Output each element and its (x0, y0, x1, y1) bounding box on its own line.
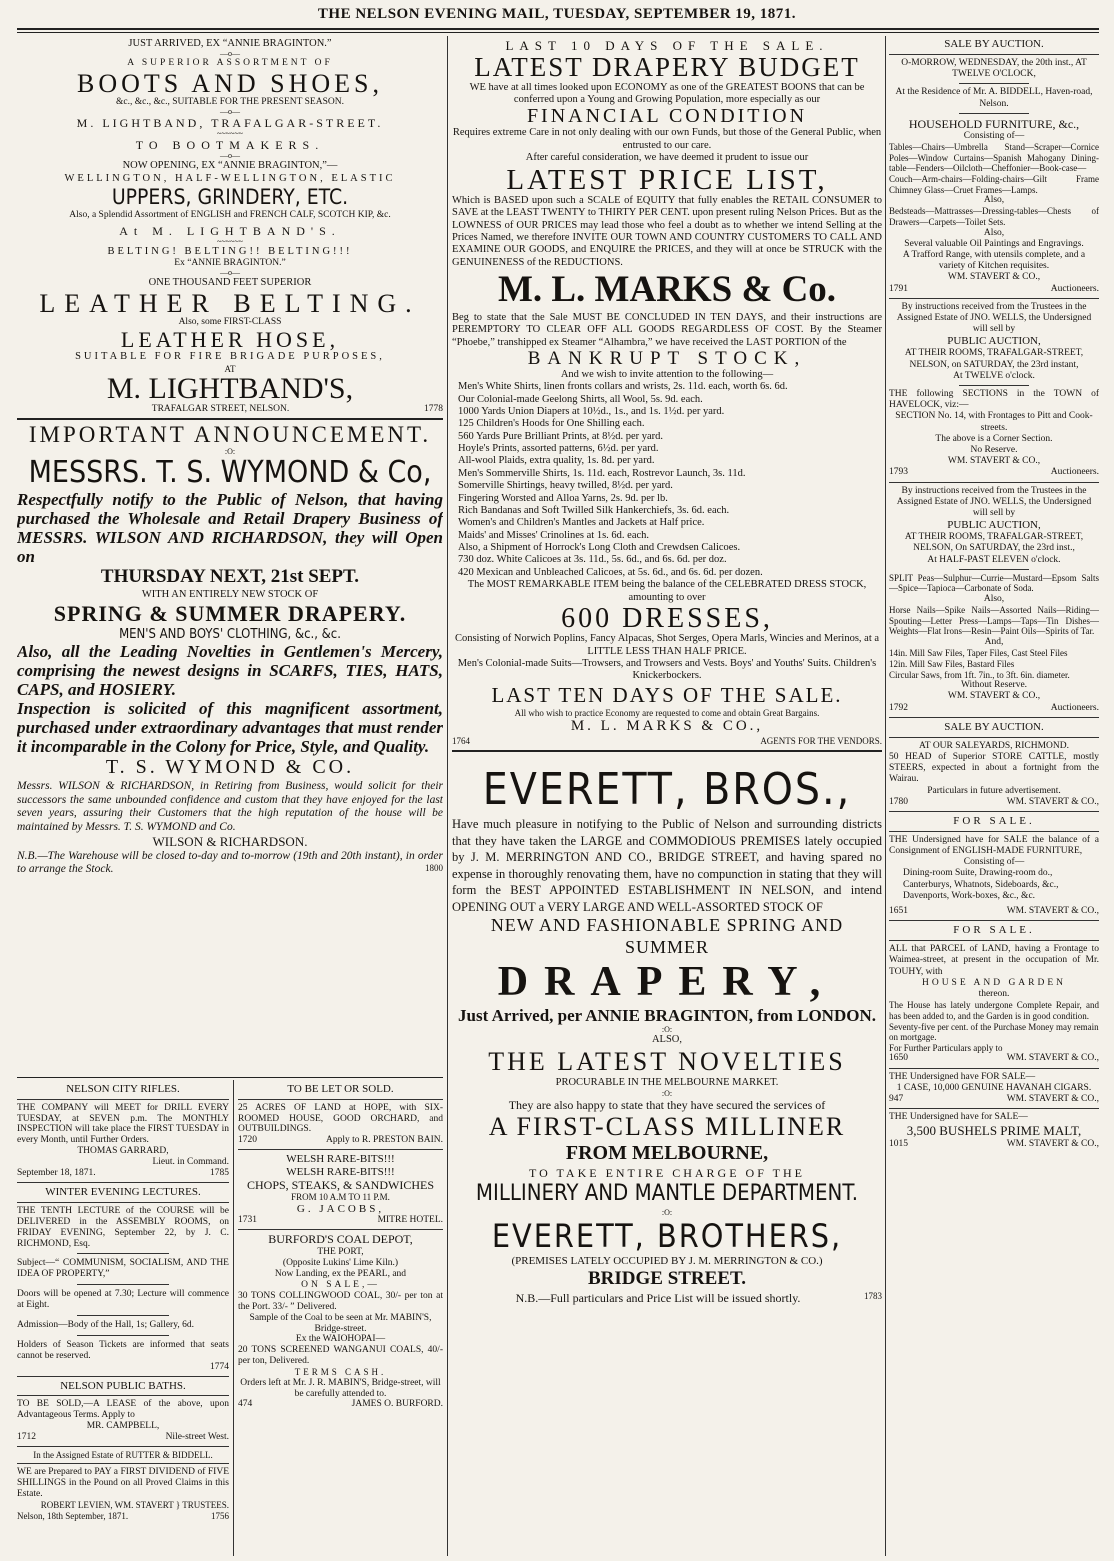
price-list-item: Rich Bandanas and Soft Twilled Silk Hankerchiefs, 3s. 6d. each. (458, 504, 730, 516)
marks-advert (452, 38, 882, 747)
separator: —o— (220, 49, 240, 59)
also: Also, (983, 195, 1005, 206)
after-text: After careful consideration, we have deemed it prudent to issue our (525, 152, 809, 164)
price-list-heading: LATEST PRICE LIST, (506, 163, 828, 196)
tons-30: 30 TONS COLLINGWOOD COAL, 30/- per ton at the Port. 33/- ” Delivered. (238, 1290, 443, 1312)
everett-text: Have much pleasure in notifying to the Public of Nelson and surrounding districts that they have taken the LARGE and COMMODIOUS PREMISES lately occupied by J. M. MERRINGTON AND CO., BRIDGE STREET, and having spared no expense in thoroughly renovating them, have no compunction in stating that they will form the BEST APPOINTED ESTABLISHMENT IN NELSON, and intend OPENING OUT a VERY LARGE AND WELL-ASSORTED STOCK OF (452, 817, 882, 914)
arrived-line: JUST ARRIVED, EX “ANNIE BRAGINTON.” (128, 38, 332, 49)
auction-time: At HALF-PAST ELEVEN o'clock. (927, 554, 1061, 565)
baths-address: Nile-street West. (165, 1432, 229, 1443)
horse-nails: Horse Nails—Spike Nails—Assorted Nails—Riding—Spouting—Letter Press—Lamps—Taps—Tin Dishes—Weights—Flat Irons—Resin—Paint Oils—Spirits of Tar. (889, 605, 1099, 637)
advert-number: 1712 (17, 1432, 36, 1443)
to-bootmakers: TO BOOTMAKERS. (135, 138, 325, 153)
sale-more: The House has lately undergone Complete Repair, and has been added to, and the Garden is in good condition. (889, 1000, 1099, 1021)
campbell: MR. CAMPBELL, (86, 1421, 160, 1432)
masthead-rule (17, 28, 1099, 30)
thereon: thereon. (978, 989, 1010, 1000)
instructions: By instructions received from the Trustees in the Assigned Estate of JNO. WELLS, the Undersigned will sell by (896, 301, 1092, 335)
for-sale-title: FOR SALE. (953, 814, 1035, 827)
section-14: SECTION No. 14, with Frontages to Pitt and Cook-streets. (895, 411, 1093, 433)
wilson-signature: WILSON & RICHARDSON. (152, 834, 308, 850)
drapery-heading: DRAPERY, (497, 958, 837, 1005)
saws: Circular Saws, from 1ft. 7in., to 3ft. 6in. diameter. (889, 669, 1070, 680)
on-sale: ON SALE,— (301, 1279, 380, 1290)
stavert-signature: WM. STAVERT & CO., (1006, 1093, 1099, 1104)
advert-number: 1785 (210, 1168, 229, 1179)
advert-number: 1778 (424, 404, 443, 415)
garrard: THOMAS GARRARD, (77, 1146, 169, 1157)
agents: AGENTS FOR THE VENDORS. (760, 735, 882, 746)
masthead: THE NELSON EVENING MAIL, TUESDAY, SEPTEMBER 19, 1871. (317, 6, 797, 22)
advert-number: 1731 (238, 1215, 257, 1226)
separator: —o— (220, 268, 240, 278)
secured-text: They are also happy to state that they have secured the services of (508, 1097, 826, 1112)
auction-rooms: AT THEIR ROOMS, TRAFALGAR-STREET, NELSON, on SATURDAY, the 23rd instant, (904, 348, 1084, 370)
from-melbourne: FROM MELBOURNE, (565, 1142, 769, 1165)
welsh-line-2: WELSH RARE-BITS!!! (286, 1165, 395, 1178)
winter-text: THE TENTH LECTURE of the COURSE will be DELIVERED in the ASSEMBLY ROOMS, on FRIDAY EVENING, September 22, by J. C. RICHMOND, Esq. (17, 1205, 229, 1249)
and: And, (984, 637, 1004, 648)
sale-items: Dining-room Suite, Drawing-room do., Canterburys, Whatnots, Sideboards, &c., Davenports, Work-boxes, &c., &c. (903, 868, 1059, 901)
advert-number: 1774 (210, 1361, 229, 1372)
advert-number: 1720 (238, 1135, 257, 1146)
tons-20: 20 TONS SCREENED WANGANUI COALS, 40/- per ton, Delivered. (238, 1345, 443, 1367)
stavert-signature: WM. STAVERT & CO., (947, 272, 1041, 283)
rifles-date: September 18, 1871. (17, 1168, 96, 1179)
separator: :O: (224, 446, 236, 456)
separator: :O: (661, 1088, 673, 1098)
separator: —o— (220, 107, 240, 117)
let-apply: Apply to R. PRESTON BAIN. (325, 1135, 443, 1146)
estate-title: In the Assigned Estate of RUTTER & BIDDELL. (33, 1450, 213, 1461)
lightbands-heading: M. LIGHTBAND'S, (106, 372, 354, 406)
furniture-list: Tables—Chairs—Umbrella Stand—Scraper—Cornice Poles—Window Curtains—Spanish Mahogany Dining-table—Fenders—Oilcloth—Cheffonier—Book-case—Couch—Arm-chairs—Folding-chairs—Gilt Frame Chimney Glass—Cruet Frames—Lamps. (889, 142, 1099, 195)
procurable: PROCURABLE IN THE MELBOURNE MARKET. (555, 1077, 779, 1089)
all-who-text: All who wish to practice Economy are requested to come and obtain Great Bargains. (514, 707, 820, 718)
burford-signature: JAMES O. BURFORD. (351, 1399, 443, 1410)
without-reserve: Without Reserve. (960, 680, 1028, 691)
inspection-text: Inspection is solicited of this magnificent assortment, purchased under extraordinary advantages that must render it incomparable in the Colony for Price, Style, and Quality. (17, 699, 443, 757)
landing: Now Landing, ex the PEARL, and (274, 1268, 407, 1279)
subject: Subject—“ COMMUNISM, SOCIALISM, AND THE IDEA OF PROPERTY,” (17, 1258, 229, 1280)
lightband-address: TRAFALGAR STREET, NELSON. (151, 404, 290, 415)
sample: Sample of the Coal to be seen at Mr. MABIN'S, Bridge-street. (249, 1312, 432, 1334)
further: For Further Particulars apply to (889, 1042, 1003, 1053)
bedsteads: Bedsteads—Mattrasses—Dressing-tables—Chests of Drawers—Carpets—Toilet Sets. (889, 206, 1099, 227)
nb-text: N.B.—The Warehouse will be closed to-day and to-morrow (19th and 20th instant), in order to arrange the Stock. (17, 849, 443, 876)
ex-annie: Ex “ANNIE BRAGINTON.” (174, 258, 286, 269)
marks-signature: M. L. MARKS & CO., (570, 718, 764, 735)
last-ten-heading: LAST TEN DAYS OF THE SALE. (491, 682, 843, 707)
remarkable-text: The MOST REMARKABLE ITEM being the balance of the CELEBRATED DRESS STOCK, amounting to over (467, 579, 867, 603)
burford-title: BURFORD'S COAL DEPOT, (268, 1232, 413, 1247)
advert-number: 1800 (425, 863, 443, 874)
last-10-days: LAST 10 DAYS OF THE SALE. (505, 38, 829, 53)
paintings: Several valuable Oil Paintings and Engravings. (904, 238, 1084, 249)
auction-title: SALE BY AUCTION. (944, 38, 1044, 50)
also: Also, (983, 227, 1005, 238)
estate-date: Nelson, 18th September, 1871. (17, 1510, 129, 1521)
wellington-line: WELLINGTON, HALF-WELLINGTON, ELASTIC (64, 172, 396, 184)
price-list-item: Also, a Shipment of Horrock's Long Cloth and Crewdsen Calicoes. (458, 542, 741, 554)
sale-text: ALL that PARCEL of LAND, having a Frontage to Waimea-street, at present in the occupation of Mr. TOUHY, with (889, 944, 1099, 977)
baths-title: NELSON PUBLIC BATHS. (60, 1379, 186, 1392)
lieut: Lieut. in Command. (152, 1157, 229, 1168)
advert-number: 1793 (889, 467, 908, 478)
auctioneers: Auctioneers. (1050, 467, 1099, 478)
price-list-item: 730 doz. White Calicoes at 3s. 11d., 5s. 6d., and 6s. 6d. per doz. (458, 554, 727, 566)
column-middle (452, 38, 882, 1305)
mens-clothing: MEN'S AND BOYS' CLOTHING, &c., &c. (119, 626, 341, 642)
household-heading: HOUSEHOLD FURNITURE, &c., (908, 116, 1080, 131)
separator: :O: (661, 1025, 673, 1035)
nb-line (17, 850, 443, 877)
beg-text: Beg to state that the Sale MUST BE CONCLUDED IN TEN DAYS, and their instructions are PEREMPTORY TO CLEAR OFF ALL GOODS REGARDLESS OF COST. By the Steamer “Phoebe,” transhipped ex Steamer “Alhambra,” we have received the LAST PORTION of the (452, 311, 882, 348)
price-list (452, 381, 882, 579)
charge-line: TO TAKE ENTIRE CHARGE OF THE (528, 1165, 806, 1180)
trustees: ROBERT LEVIEN, WM. STAVERT } TRUSTEES. (40, 1500, 229, 1511)
everett-advert (452, 764, 882, 1305)
announcement-heading: IMPORTANT ANNOUNCEMENT. (28, 422, 432, 448)
cattle: 50 HEAD of Superior STORE CATTLE, mostly STEERS, expected in about a fortnight from the Wairau. (889, 751, 1099, 785)
financial-heading: FINANCIAL CONDITION (526, 105, 808, 128)
advert-number: 947 (889, 1093, 904, 1104)
separator: :O: (661, 1207, 673, 1217)
cigars-title: THE Undersigned have FOR SALE— (889, 1071, 1036, 1082)
advert-number: 474 (238, 1399, 253, 1410)
stavert-signature: WM. STAVERT & CO., (1006, 1053, 1099, 1064)
rifles-text: THE COMPANY will MEET for DRILL EVERY TUESDAY, at SEVEN p.m. The MONTHLY INSPECTION will take place the FIRST TUESDAY in every Month, until Further Orders. (17, 1102, 229, 1146)
lightband-advert (17, 38, 443, 415)
also: Also, (983, 594, 1005, 605)
auction-title: SALE BY AUCTION. (944, 720, 1044, 733)
uppers-heading: UPPERS, GRINDERY, ETC. (111, 185, 349, 210)
auction-time: At TWELVE o'clock. (953, 370, 1035, 381)
doors: Doors will be opened at 7.30; Lecture will commence at Eight. (17, 1289, 229, 1311)
seventy: Seventy-five per cent. of the Purchase Money may remain on mortgage. (889, 1021, 1099, 1043)
advert-number: 1015 (889, 1138, 908, 1149)
hours: FROM 10 A.M TO 11 P.M. (291, 1192, 390, 1203)
separator: ~~~~~~ (217, 236, 243, 246)
instructions: By instructions received from the Trustees in the Assigned Estate of JNO. WELLS, the Undersigned will sell by (896, 485, 1092, 519)
public-auction: PUBLIC AUCTION, (947, 519, 1041, 532)
baths-text: TO BE SOLD,—A LEASE of the above, upon Advantageous Terms. Apply to (17, 1399, 229, 1421)
advert-number: 1783 (864, 1290, 882, 1301)
sub-column-left (17, 1083, 229, 1521)
price-list-item: Our Colonial-made Geelong Shirts, all Wool, 5s. 9d. each. (458, 393, 703, 405)
spring-drapery-heading: SPRING & SUMMER DRAPERY. (53, 600, 407, 626)
everett-heading: EVERETT, BROS., (482, 763, 852, 815)
jacobs: G. JACOBS, (296, 1202, 385, 1215)
now-opening: NOW OPENING, EX “ANNIE BRAGINTON,”— (122, 160, 338, 172)
admission: Admission—Body of the Hall, 1s; Gallery, 6d. (17, 1320, 194, 1331)
rifles-title: NELSON CITY RIFLES. (66, 1083, 180, 1095)
stavert-signature: WM. STAVERT & CO., (1006, 906, 1099, 917)
thursday-line: THURSDAY NEXT, 21st SEPT. (100, 566, 360, 588)
auction-residence: At the Residence of Mr. A. BIDDELL, Haven-road, Nelson. (895, 87, 1093, 109)
wymond-signature: T. S. WYMOND & CO. (105, 756, 355, 779)
separator: ~~~~~~ (217, 129, 243, 139)
opposite: (Opposite Lukins' Lime Kiln.) (282, 1258, 399, 1269)
price-list-item: Somerville Shirtings, heavy twilled, 8½d. per yard. (458, 480, 673, 492)
consisting: Consisting of— (963, 857, 1025, 868)
bankrupt-heading: BANKRUPT STOCK, (527, 347, 807, 369)
port: THE PORT, (317, 1247, 364, 1258)
price-list-item: Hoyle's Prints, assorted patterns, 6½d. per yard. (458, 443, 659, 455)
holders: Holders of Season Tickets are informed that seats cannot be reserved. (17, 1340, 229, 1361)
premises-line: (PREMISES LATELY OCCUPIED BY J. M. MERRINGTON & CO.) (511, 1255, 823, 1268)
leather-belting-heading: LEATHER BELTING. (39, 288, 421, 318)
at-line: AT (224, 363, 236, 374)
masthead-rule-thin (17, 32, 1099, 33)
novelties-text: Also, all the Leading Novelties in Gentlemen's Mercery, comprising the newest designs in SCARFS, TIES, HATS, CAPS, and HOSIERY. (17, 642, 443, 700)
column-divider-2 (885, 36, 886, 1556)
files-2: 12in. Mill Saw Files, Bastard Files (889, 658, 1015, 669)
ex-waiohopai: Ex the WAIOHOPAI— (295, 1334, 386, 1345)
split-peas: SPLIT Peas—Sulphur—Currie—Mustard—Epsom Salts—Spice—Tapioca—Carbonate of Soda. (889, 572, 1099, 594)
also-line: ALSO, (651, 1034, 683, 1046)
cigars: 1 CASE, 10,000 GENUINE HAVANAH CIGARS. (896, 1082, 1092, 1093)
saleyards: AT OUR SALEYARDS, RICHMOND. (919, 740, 1069, 751)
price-list-item: Fingering Worsted and Alloa Yarns, 2s. 9d. per lb. (458, 492, 668, 504)
also-some: Also, some FIRST-CLASS (178, 316, 282, 327)
advert-number: 1780 (889, 796, 908, 807)
let-text: 25 ACRES OF LAND at HOPE, with SIX-ROOMED HOUSE, GOOD ORCHARD, and OUTBUILDINGS. (238, 1102, 443, 1135)
millinery-heading: MILLINERY AND MANTLE DEPARTMENT. (475, 1181, 859, 1207)
spring-summer-heading: NEW AND FASHIONABLE SPRING AND SUMMER (490, 915, 844, 957)
public-auction: PUBLIC AUCTION, (947, 335, 1041, 348)
column-left (17, 38, 443, 877)
just-arrived: Just Arrived, per ANNIE BRAGINTON, from LONDON. (458, 1006, 876, 1026)
price-list-item: 560 Yards Pure Brilliant Prints, at 8½d. per yard. (458, 430, 664, 442)
sale-text: THE Undersigned have for SALE the balance of a Consignment of ENGLISH-MADE FURNITURE, (889, 834, 1099, 857)
lightband-street: M. LIGHTBAND, TRAFALGAR-STREET. (76, 116, 384, 131)
price-list-item: Women's and Children's Mantles and Jackets at Half price. (458, 517, 705, 529)
stavert-signature: WM. STAVERT & CO., (1006, 1138, 1099, 1149)
mens-suits: Men's Colonial-made Suits—Trowsers, and Trowsers and Vests. Boys' and Youths' Suits. Children's Knickerbockers. (457, 658, 877, 682)
advert-number: 1764 (452, 735, 470, 746)
marks-heading: M. L. MARKS & Co. (497, 269, 837, 311)
everett-brothers-heading: EVERETT, BROTHERS, (491, 1216, 843, 1255)
advert-number: 1650 (889, 1053, 908, 1064)
advert-number: 1791 (889, 283, 908, 294)
orders: Orders left at Mr. J. R. MABIN'S, Bridge-street, will be carefully attended to. (240, 1377, 441, 1399)
advert-number: 1651 (889, 906, 908, 917)
auctioneers: Auctioneers. (1050, 702, 1099, 713)
stavert-signature: WM. STAVERT & CO., (947, 691, 1041, 702)
superior-line: A SUPERIOR ASSORTMENT OF (127, 58, 333, 69)
wymond-heading: MESSRS. T. S. WYMOND & Co, (28, 454, 432, 490)
price-list-item: 125 Children's Hoods for One Shilling each. (458, 418, 645, 430)
malt-title: THE Undersigned have for SALE— (889, 1112, 1028, 1123)
novelties-heading: THE LATEST NOVELTIES (488, 1046, 846, 1076)
corner: The above is a Corner Section. (935, 433, 1053, 444)
files: 14in. Mill Saw Files, Taper Files, Cast Steel Files (889, 648, 1068, 659)
which-text: Which is BASED upon such a SCALE of EQUITY that fully enables the RETAIL CONSUMER to SAVE at the LEAST TWENTY to THIRTY PER CENT. upon present ruling Nelson Prices. But as the LOWNESS of OUR PRICES may lead those who feel a doubt as to whether we intend Selling at the Prices Named, we therefore INVITE OUR TOWN AND COUNTRY CUSTOMERS TO CALL AND EXAMINE OUR GOODS, and ENQUIRE the PRICES, and they will at once be STRUCK with the GENUINENESS of the REDUCTIONS. (452, 194, 882, 268)
advert-number: 1756 (211, 1510, 229, 1521)
let-title: TO BE LET OR SOLD. (287, 1083, 394, 1095)
at-lightband: At M. LIGHTBAND'S. (119, 223, 341, 238)
particulars: Particulars in future advertisement. (927, 785, 1061, 796)
wymond-advert (17, 423, 443, 876)
auction-date: O-MORROW, WEDNESDAY, the 20th inst., AT TWELVE O'CLOCK, (901, 57, 1087, 80)
no-reserve: No Reserve. (970, 445, 1018, 456)
stavert-signature: WM. STAVERT & CO., (947, 456, 1041, 467)
estate-text: WE are Prepared to PAY a FIRST DIVIDEND of FIVE SHILLINGS in the Pound on all Proved Claims in this Estate. (17, 1467, 229, 1500)
milliner-heading: A FIRST-CLASS MILLINER (488, 1111, 846, 1141)
separator: —o— (220, 151, 240, 161)
auctioneers: Auctioneers. (1050, 283, 1099, 294)
sub-rule (17, 1077, 443, 1078)
requires-text: Requires extreme Care in not only dealing with our own Funds, but those of the General Public, when entrusted to our care. (452, 127, 882, 151)
price-list-item: Maids' and Misses' Crinolines at 1s. 6d. each. (458, 529, 650, 541)
everett-nb: N.B.—Full particulars and Price List will be issued shortly. (515, 1290, 801, 1305)
price-list-item: Men's Sommerville Shirts, 1s. 11d. each, Rostrevor Launch, 3s. 11d. (458, 467, 746, 479)
bridge-street: BRIDGE STREET. (587, 1268, 747, 1290)
for-sale-title: FOR SALE. (953, 924, 1035, 937)
house-garden: HOUSE AND GARDEN (921, 977, 1067, 988)
price-list-item: All-wool Plaids, extra quality, 1s. 8d. per yard. (458, 455, 655, 467)
stavert-signature: WM. STAVERT & CO., (1006, 796, 1099, 807)
chops-line: CHOPS, STEAKS, & SANDWICHES (246, 1177, 435, 1192)
malt: 3,500 BUSHELS PRIME MALT, (906, 1123, 1082, 1139)
marks-intro: WE have at all times looked upon ECONOMY as one of the GREATEST BOONS that can be conferred upon a Young and Growing Population, more especially as our (469, 81, 865, 106)
range: A Trafford Range, with utensils complete, and a variety of Kitchen requisites. (902, 250, 1086, 272)
consisting: Consisting of— (963, 130, 1025, 141)
invite-text: And we wish to invite attention to the following— (560, 368, 774, 380)
advert-number: 1792 (889, 702, 908, 713)
mitre-hotel: MITRE HOTEL. (377, 1215, 443, 1226)
winter-title: WINTER EVENING LECTURES. (45, 1186, 201, 1199)
suitable-line: &c., &c., &c., SUITABLE FOR THE PRESENT SEASON. (116, 96, 344, 107)
price-list-item: Men's White Shirts, linen fronts collars and wrists, 2s. 11d. each, worth 6s. 6d. (458, 381, 788, 393)
wymond-notify: Respectfully notify to the Public of Nelson, that having purchased the Wholesale and Retail Drapery Business of MESSRS. WILSON AND RICHARDSON, they will Open on (17, 490, 443, 567)
entirely-line: WITH AN ENTIRELY NEW STOCK OF (141, 588, 319, 600)
wilson-text: Messrs. WILSON & RICHARDSON, in Retiring from Business, would solicit for their successors the same unbounded confidence and custom that they have enjoyed for the last seven years, assuring their Customers that the high reputation of the house will be maintained by Messrs. T. S. WYMOND and Co. (17, 780, 443, 833)
column-divider-1 (447, 36, 448, 1556)
price-list-item: 420 Mexican and Unbleached Calicoes, at 5s. 6d., and 6s. 6d. per dozen. (458, 566, 763, 578)
calf-line: Also, a Splendid Assortment of ENGLISH and FRENCH CALF, SCOTCH KIP, &c. (69, 210, 391, 221)
thousand-feet: ONE THOUSAND FEET SUPERIOR (148, 277, 312, 289)
boots-heading: BOOTS AND SHOES, (77, 68, 383, 98)
sub-divider (233, 1080, 234, 1556)
column-right (889, 38, 1099, 1150)
terms: TERMS CASH. (294, 1367, 387, 1378)
leather-hose-heading: LEATHER HOSE, (120, 327, 340, 353)
consisting-text: Consisting of Norwich Poplins, Fancy Alpacas, Shot Serges, Opera Marls, Wincies and Merinos, at a LITTLE LESS THAN HALF PRICE. (454, 633, 880, 657)
drapery-budget-heading: LATEST DRAPERY BUDGET (474, 52, 860, 83)
sub-column-right (238, 1083, 443, 1410)
fire-brigade-line: SUITABLE FOR FIRE BRIGADE PURPOSES, (75, 351, 385, 363)
welsh-line-1: WELSH RARE-BITS!!! (286, 1153, 395, 1166)
belting-line: BELTING! BELTING!! BELTING!!! (107, 245, 353, 257)
price-list-item: 1000 Yards Union Diapers at 10½d., 1s., and 1s. 1½d. per yard. (458, 405, 725, 417)
sections: THE following SECTIONS in the TOWN of HAVELOCK, viz:— (889, 389, 1099, 411)
dresses-heading: 600 DRESSES, (561, 602, 773, 634)
auction-rooms: AT THEIR ROOMS, TRAFALGAR-STREET, NELSON, On SATURDAY, the 23rd inst., (904, 532, 1084, 554)
